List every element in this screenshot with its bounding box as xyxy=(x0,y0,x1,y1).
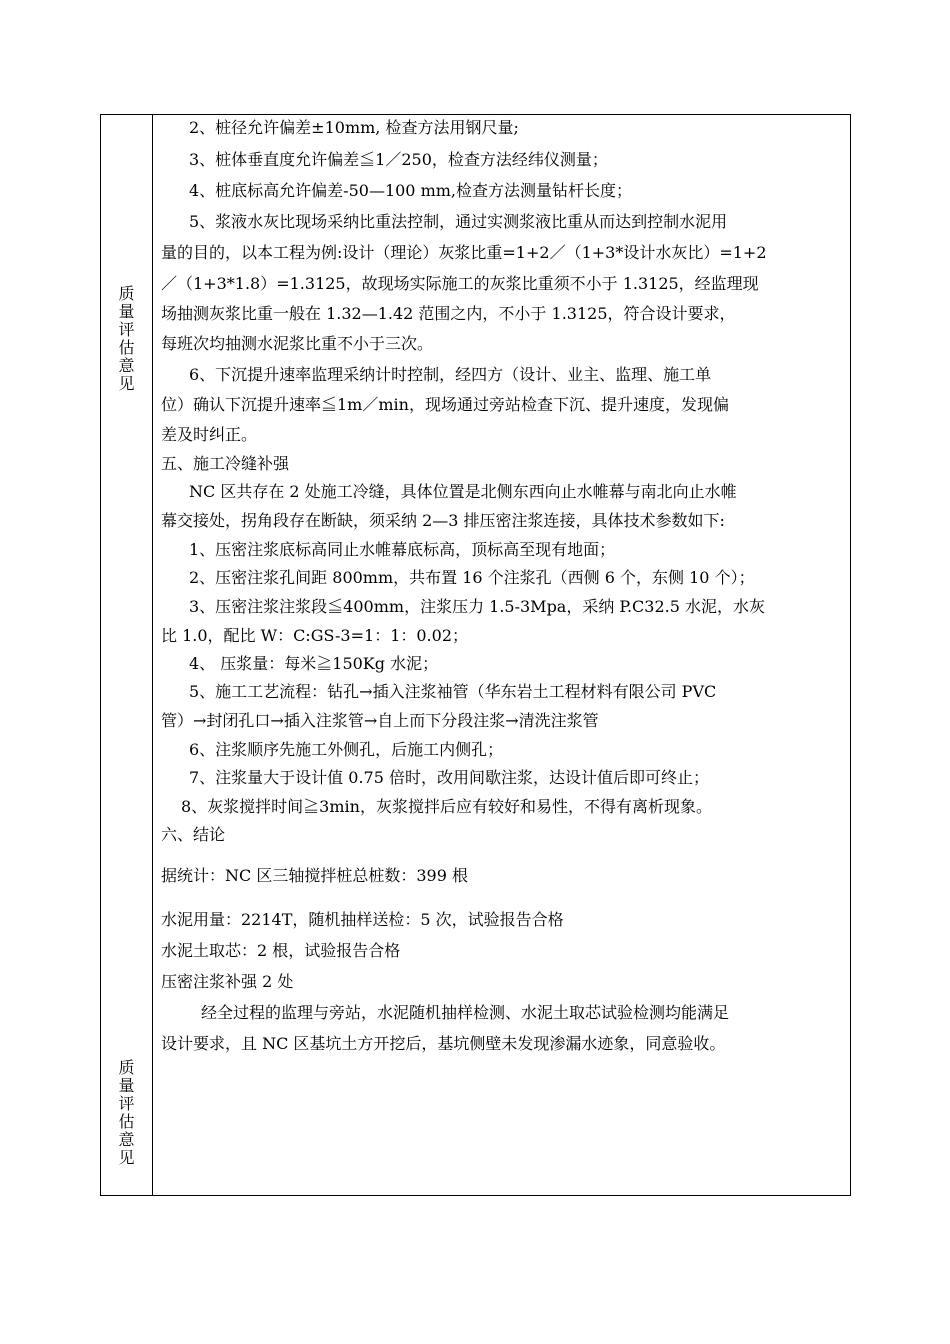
side-label-bottom xyxy=(101,1059,152,1167)
text-line: 量的目的，以本工程为例:设计（理论）灰浆比重=1+2／（1+3*设计水灰比）=1+2 xyxy=(161,243,767,262)
side-label-char: 估 xyxy=(118,1112,135,1131)
text-line: 3、桩体垂直度允许偏差≦1／250，检查方法经纬仪测量； xyxy=(189,150,608,169)
text-line: 设计要求，且 NC 区基坑土方开挖后，基坑侧壁未发现渗漏水迹象，同意验收。 xyxy=(161,1034,726,1053)
text-line: 幕交接处，拐角段存在断缺，须采纳 2—3 排压密注浆连接，具体技术参数如下: xyxy=(161,511,725,530)
text-line: 5、施工工艺流程：钻孔→插入注浆袖管（华东岩土工程材料有限公司 PVC xyxy=(189,682,717,701)
side-label-char: 评 xyxy=(118,320,135,339)
text-line: 3、压密注浆注浆段≦400mm，注浆压力 1.5-3Mpa，采纳 P.C32.5 水泥，水灰 xyxy=(189,597,765,616)
text-line: 6、注浆顺序先施工外侧孔，后施工内侧孔； xyxy=(189,740,504,759)
text-line: 6、下沉提升速率监理采纳计时控制，经四方（设计、业主、监理、施工单 xyxy=(189,365,712,384)
text-line: 位）确认下沉提升速率≦1m／min，现场通过旁站检查下沉、提升速度，发现偏 xyxy=(161,395,729,414)
column-divider xyxy=(152,115,153,1195)
text-line: 5、浆液水灰比现场采纳比重法控制，通过实测浆液比重从而达到控制水泥用 xyxy=(189,212,728,231)
side-label-char: 质 xyxy=(118,284,135,303)
text-line: 7、注浆量大于设计值 0.75 倍时，改用间歇注浆，达设计值后即可终止； xyxy=(189,768,709,787)
text-line: 场抽测灰浆比重一般在 1.32—1.42 范围之内，不小于 1.3125，符合设计要求， xyxy=(161,304,736,323)
side-label-char: 评 xyxy=(118,1094,135,1113)
text-line: NC 区共存在 2 处施工冷缝，具体位置是北侧东西向止水帷幕与南北向止水帷 xyxy=(189,482,737,501)
section-heading: 六、结论 xyxy=(161,825,226,844)
text-line: 4、桩底标高允许偏差-50—100 mm,检查方法测量钻杆长度； xyxy=(189,181,633,200)
text-line: 2、压密注浆孔间距 800mm，共布置 16 个注浆孔（西侧 6 个，东侧 10 个）； xyxy=(189,568,755,587)
side-label-char: 意 xyxy=(118,1130,135,1149)
side-label-char: 质 xyxy=(118,1058,135,1077)
text-line: ／（1+3*1.8）=1.3125，故现场实际施工的灰浆比重须不小于 1.3125，经监理现 xyxy=(161,274,759,293)
side-label-char: 估 xyxy=(118,338,135,357)
assessment-table xyxy=(100,114,851,1196)
text-line: 1、压密注浆底标高同止水帷幕底标高，顶标高至现有地面； xyxy=(189,540,616,559)
text-line: 4、 压浆量：每米≧150Kg 水泥； xyxy=(189,654,439,673)
side-label-char: 意 xyxy=(118,356,135,375)
side-label-top xyxy=(101,285,152,393)
text-line: 8、灰浆搅拌时间≧3min，灰浆搅拌后应有较好和易性，不得有离析现象。 xyxy=(181,797,712,816)
side-label-char: 见 xyxy=(118,1148,135,1167)
side-label-char: 见 xyxy=(118,374,135,393)
side-label-char: 量 xyxy=(118,1076,135,1095)
side-label-char: 量 xyxy=(118,302,135,321)
text-line: 每班次均抽测水泥浆比重不小于三次。 xyxy=(161,334,434,353)
text-line: 比 1.0，配比 W：C:GS-3=1：1：0.02； xyxy=(161,626,469,645)
text-line: 据统计：NC 区三轴搅拌桩总桩数：399 根 xyxy=(161,866,468,885)
text-line: 经全过程的监理与旁站，水泥随机抽样检测、水泥土取芯试验检测均能满足 xyxy=(201,1003,730,1022)
text-line: 2、桩径允许偏差±10mm, 检查方法用钢尺量; xyxy=(189,118,519,137)
text-line: 差及时纠正。 xyxy=(161,425,258,444)
text-line: 水泥土取芯：2 根，试验报告合格 xyxy=(161,941,401,960)
text-line: 水泥用量：2214T，随机抽样送检：5 次，试验报告合格 xyxy=(161,910,564,929)
section-heading: 五、施工冷缝补强 xyxy=(161,454,290,473)
text-line: 压密注浆补强 2 处 xyxy=(161,972,294,991)
text-line: 管）→封闭孔口→插入注浆管→自上而下分段注浆→清洗注浆管 xyxy=(161,711,599,730)
